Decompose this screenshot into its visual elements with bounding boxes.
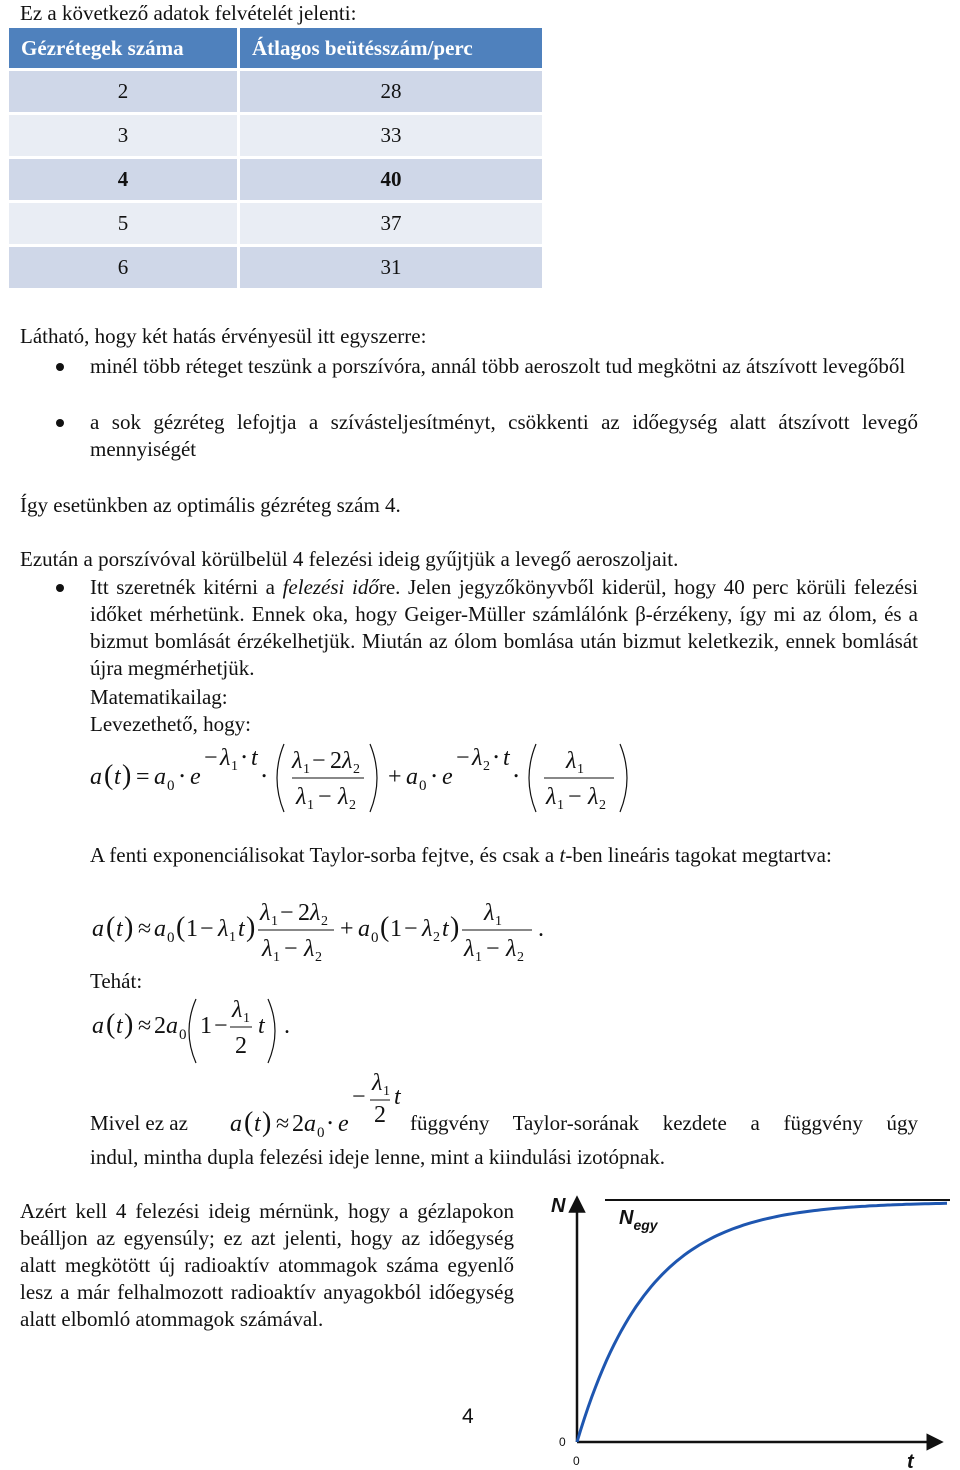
bullet-half-life bbox=[90, 574, 918, 682]
svg-text:): ) bbox=[450, 912, 460, 943]
svg-text:⋅: ⋅ bbox=[492, 745, 501, 771]
saturation-graph bbox=[545, 1190, 950, 1470]
svg-text:λ: λ bbox=[338, 784, 349, 810]
svg-text:0: 0 bbox=[167, 930, 175, 946]
svg-text:−: − bbox=[352, 1084, 366, 1110]
taylor-text bbox=[90, 842, 918, 869]
svg-text:⋅: ⋅ bbox=[260, 764, 269, 790]
collect-text: Ezután a porszívóval körülbelül 4 felezési ideig gyűjtjük a levegő aeroszoljait. bbox=[20, 547, 679, 571]
therefore-label: Tehát: bbox=[90, 969, 143, 993]
svg-text:t: t bbox=[442, 916, 449, 942]
why-text: Azért kell 4 felezési ideig mérnünk, hogy a gézlapokon beálljon az egyensúly; ez azt jelenti, hogy az időegység alatt megkötött új radioaktív atommagok száma egyenlő lesz a már felhalmozott radioaktív anyagokból időegység alatt elbomló atommagok számával. bbox=[20, 1199, 514, 1331]
intro-text: Ez a következő adatok felvételét jelenti: bbox=[20, 1, 357, 25]
svg-text:−: − bbox=[204, 745, 218, 771]
svg-text:2: 2 bbox=[599, 798, 606, 813]
svg-text:≈: ≈ bbox=[276, 1111, 290, 1137]
svg-text:⋅: ⋅ bbox=[430, 764, 439, 790]
data-table bbox=[6, 25, 545, 291]
svg-text:+: + bbox=[340, 916, 354, 942]
svg-text:2: 2 bbox=[154, 1013, 166, 1039]
svg-text:a: a bbox=[304, 1111, 316, 1137]
since-line2: indul, mintha dupla felezési ideje lenne, mint a kiindulási izotópnak. bbox=[90, 1145, 666, 1169]
svg-text:−: − bbox=[214, 1013, 228, 1039]
svg-text:λ: λ bbox=[342, 748, 353, 774]
svg-text:t: t bbox=[116, 916, 123, 942]
svg-text:−: − bbox=[280, 900, 294, 926]
svg-text:t: t bbox=[394, 1084, 401, 1110]
svg-text:⋅: ⋅ bbox=[326, 1111, 335, 1137]
svg-text:): ) bbox=[124, 1009, 134, 1040]
svg-text:2: 2 bbox=[298, 900, 310, 926]
svg-text:.: . bbox=[284, 1013, 290, 1039]
saturation-curve bbox=[577, 1203, 947, 1442]
svg-text:−: − bbox=[284, 936, 298, 962]
svg-text:−: − bbox=[200, 916, 214, 942]
svg-text:λ: λ bbox=[220, 745, 231, 771]
svg-text:(: ( bbox=[244, 1107, 254, 1138]
svg-text:a: a bbox=[230, 1111, 242, 1137]
table-cell: 3 bbox=[9, 115, 237, 156]
bullet-dot bbox=[56, 419, 64, 427]
table-row bbox=[9, 247, 542, 288]
page-number: 4 bbox=[462, 1405, 474, 1428]
svg-text:λ: λ bbox=[588, 784, 599, 810]
table-cell: 37 bbox=[240, 203, 542, 244]
svg-text:λ: λ bbox=[296, 784, 307, 810]
svg-text:=: = bbox=[136, 764, 150, 790]
table-cell: 5 bbox=[9, 203, 237, 244]
taylor-text-post: -ben lineáris tagokat megtartva: bbox=[565, 843, 832, 867]
svg-text:t: t bbox=[116, 1013, 123, 1039]
svg-text:e: e bbox=[190, 764, 201, 790]
table-cell: 6 bbox=[9, 247, 237, 288]
svg-text:−: − bbox=[312, 748, 326, 774]
svg-text:2: 2 bbox=[517, 950, 524, 965]
since-pre: Mivel ez az bbox=[90, 1111, 188, 1135]
svg-text:2: 2 bbox=[315, 950, 322, 965]
svg-text:2: 2 bbox=[349, 798, 356, 813]
svg-text:1: 1 bbox=[577, 762, 584, 777]
svg-text:⋅: ⋅ bbox=[512, 764, 521, 790]
x-axis-label: t bbox=[907, 1451, 914, 1470]
svg-text:1: 1 bbox=[229, 930, 236, 945]
table-header-layers: Gézrétegek száma bbox=[9, 28, 237, 68]
bullet-half-life-post: re. Jelen jegyzőkönyvből kiderül, hogy 40 perc körüli felezési időket mérhetünk. Ennek oka, hogy Geiger-Müller számlálónk β-érzékeny, így mi az ólom, és a bizmut bomlását érzékelhetjük. Miután az ólom bomlása után bizmut keletkezik, ennek bomlását újra megmérhetjük. bbox=[90, 575, 919, 680]
taylor-text-pre: A fenti exponenciálisokat Taylor-sorba fejtve, és csak a bbox=[90, 843, 560, 867]
svg-text:λ: λ bbox=[546, 784, 557, 810]
svg-text:1: 1 bbox=[231, 759, 238, 774]
svg-text:1: 1 bbox=[390, 916, 402, 942]
svg-text:t: t bbox=[251, 745, 258, 771]
svg-text:e: e bbox=[338, 1111, 349, 1137]
svg-text:t: t bbox=[503, 745, 510, 771]
bullet-dot bbox=[56, 584, 64, 592]
svg-text:λ: λ bbox=[464, 936, 475, 962]
svg-text:(: ( bbox=[106, 1009, 116, 1040]
svg-text:a: a bbox=[92, 916, 104, 942]
svg-text:−: − bbox=[456, 745, 470, 771]
svg-text:t: t bbox=[254, 1111, 261, 1137]
bullet-dot bbox=[56, 363, 64, 371]
svg-text:0: 0 bbox=[179, 1027, 187, 1043]
svg-text:(: ( bbox=[176, 912, 186, 943]
bullet-suction: a sok gézréteg lefojtja a szívásteljesítményt, csökkenti az időegység alatt átszívott levegő mennyiségét bbox=[90, 410, 918, 461]
svg-text:−: − bbox=[568, 784, 582, 810]
svg-text:λ: λ bbox=[304, 936, 315, 962]
svg-text:1: 1 bbox=[383, 1084, 390, 1099]
svg-text:≈: ≈ bbox=[138, 916, 152, 942]
svg-text:1: 1 bbox=[186, 916, 198, 942]
svg-text:t: t bbox=[258, 1013, 265, 1039]
svg-text:t: t bbox=[238, 916, 245, 942]
table-cell: 40 bbox=[240, 159, 542, 200]
equation-1-svg bbox=[88, 738, 648, 818]
svg-text:0: 0 bbox=[419, 778, 427, 794]
equation-3-svg bbox=[88, 995, 318, 1065]
svg-text:0: 0 bbox=[167, 778, 175, 794]
svg-text:a: a bbox=[358, 916, 370, 942]
svg-text:): ) bbox=[122, 760, 132, 791]
table-header-row bbox=[9, 28, 542, 68]
svg-text:1: 1 bbox=[243, 1011, 250, 1026]
svg-text:λ: λ bbox=[422, 916, 433, 942]
svg-text:1: 1 bbox=[200, 1013, 212, 1039]
svg-text:λ: λ bbox=[262, 936, 273, 962]
svg-text:−: − bbox=[486, 936, 500, 962]
svg-text:2: 2 bbox=[433, 930, 440, 945]
bullet-half-life-pre: Itt szeretnék kitérni a bbox=[90, 575, 283, 599]
svg-text:λ: λ bbox=[260, 900, 271, 926]
svg-text:): ) bbox=[124, 912, 134, 943]
svg-text:1: 1 bbox=[273, 950, 280, 965]
svg-text:0: 0 bbox=[371, 930, 379, 946]
svg-text:2: 2 bbox=[353, 762, 360, 777]
table-cell: 28 bbox=[240, 71, 542, 112]
svg-text:a: a bbox=[166, 1013, 178, 1039]
svg-text:−: − bbox=[404, 916, 418, 942]
svg-text:λ: λ bbox=[566, 748, 577, 774]
svg-text:2: 2 bbox=[483, 759, 490, 774]
svg-text:1: 1 bbox=[557, 798, 564, 813]
svg-text:2: 2 bbox=[330, 748, 342, 774]
svg-text:⋅: ⋅ bbox=[240, 745, 249, 771]
bullet-more-layers: minél több réteget teszünk a porszívóra, annál több aeroszolt tud megkötni az átszívott levegőből bbox=[90, 354, 906, 378]
svg-text:2: 2 bbox=[321, 914, 328, 929]
svg-text:≈: ≈ bbox=[138, 1013, 152, 1039]
table-header-counts: Átlagos beütésszám/perc bbox=[240, 28, 542, 68]
since-post: függvény Taylor-sorának kezdete a függvény úgy bbox=[410, 1111, 918, 1135]
svg-text:λ: λ bbox=[506, 936, 517, 962]
svg-text:a: a bbox=[154, 916, 166, 942]
equation-4-svg bbox=[228, 1068, 408, 1148]
bullet-half-life-emphasis: felezési idő bbox=[282, 575, 379, 599]
taylor-text-t: t bbox=[559, 843, 566, 867]
svg-text:⋅: ⋅ bbox=[178, 764, 187, 790]
curve-label-main: N bbox=[619, 1207, 634, 1229]
svg-text:λ: λ bbox=[292, 748, 303, 774]
x-zero-label: 0 bbox=[573, 1454, 580, 1468]
svg-text:1: 1 bbox=[307, 798, 314, 813]
svg-text:a: a bbox=[406, 764, 418, 790]
svg-text:λ: λ bbox=[372, 1070, 383, 1096]
table-row bbox=[9, 159, 542, 200]
svg-text:a: a bbox=[154, 764, 166, 790]
svg-text:λ: λ bbox=[484, 900, 495, 926]
svg-text:(: ( bbox=[106, 912, 116, 943]
svg-text:+: + bbox=[388, 764, 402, 790]
svg-text:λ: λ bbox=[232, 997, 243, 1023]
svg-text:0: 0 bbox=[317, 1125, 325, 1141]
svg-text:1: 1 bbox=[475, 950, 482, 965]
svg-text:2: 2 bbox=[374, 1102, 386, 1128]
optimal-text: Így esetünkben az optimális gézréteg szám 4. bbox=[20, 493, 401, 517]
curve-label bbox=[619, 1207, 659, 1233]
svg-text:): ) bbox=[262, 1107, 272, 1138]
curve-label-sub: egy bbox=[633, 1217, 658, 1233]
effects-intro: Látható, hogy két hatás érvényesül itt egyszerre: bbox=[20, 324, 427, 348]
table-row bbox=[9, 203, 542, 244]
equation-2-svg bbox=[88, 896, 558, 966]
svg-text:−: − bbox=[318, 784, 332, 810]
svg-text:λ: λ bbox=[310, 900, 321, 926]
table-cell: 33 bbox=[240, 115, 542, 156]
table-cell: 2 bbox=[9, 71, 237, 112]
svg-text:a: a bbox=[92, 1013, 104, 1039]
svg-text:a: a bbox=[90, 764, 102, 790]
table-row bbox=[9, 115, 542, 156]
svg-text:λ: λ bbox=[218, 916, 229, 942]
svg-text:e: e bbox=[442, 764, 453, 790]
table-row bbox=[9, 71, 542, 112]
svg-text:t: t bbox=[114, 764, 121, 790]
svg-text:λ: λ bbox=[472, 745, 483, 771]
svg-text:1: 1 bbox=[495, 914, 502, 929]
math-label: Matematikailag: bbox=[90, 685, 228, 709]
svg-text:1: 1 bbox=[303, 762, 310, 777]
svg-text:): ) bbox=[246, 912, 256, 943]
table-cell: 31 bbox=[240, 247, 542, 288]
y-axis-label: N bbox=[551, 1195, 566, 1217]
svg-text:2: 2 bbox=[235, 1033, 247, 1059]
derivable-label: Levezethető, hogy: bbox=[90, 712, 251, 736]
svg-text:2: 2 bbox=[292, 1111, 304, 1137]
svg-text:1: 1 bbox=[271, 914, 278, 929]
svg-text:(: ( bbox=[104, 760, 114, 791]
table-cell: 4 bbox=[9, 159, 237, 200]
y-zero-label: 0 bbox=[559, 1435, 566, 1449]
svg-text:.: . bbox=[538, 916, 544, 942]
svg-text:(: ( bbox=[380, 912, 390, 943]
